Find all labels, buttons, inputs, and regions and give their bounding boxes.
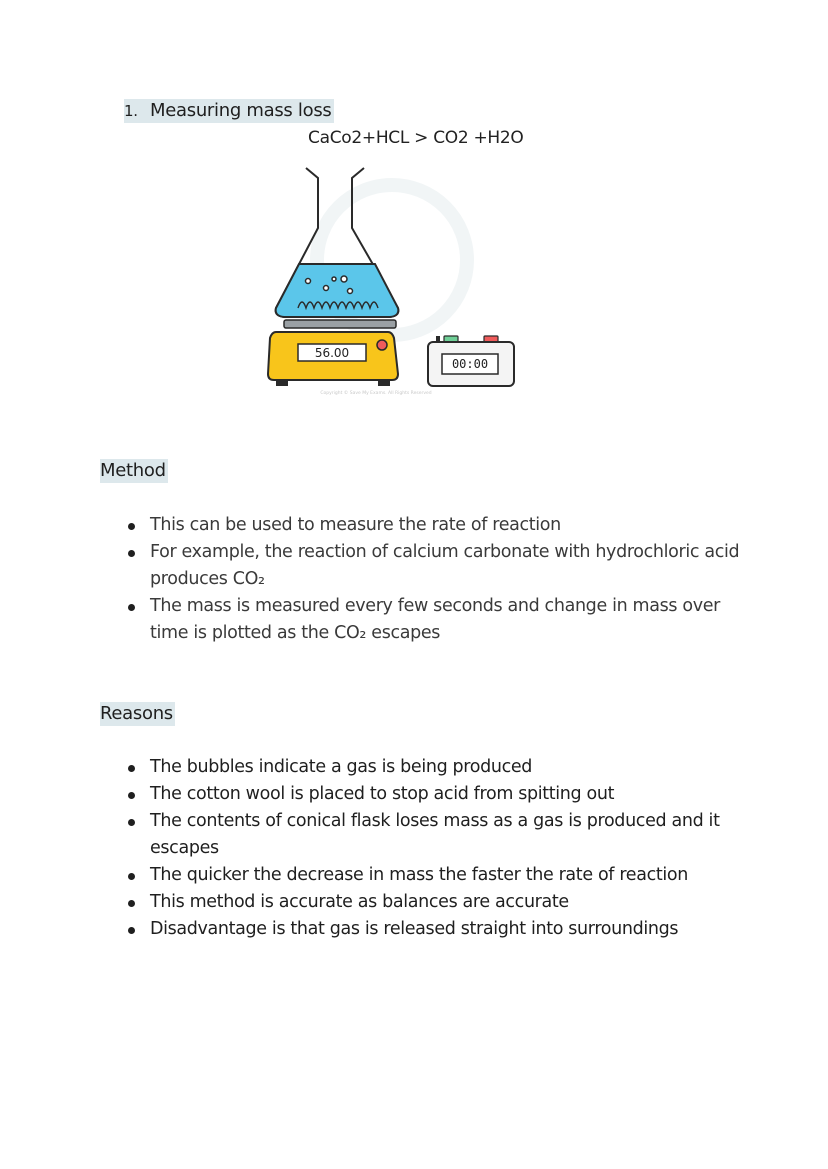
list-item: This can be used to measure the rate of reaction bbox=[124, 512, 744, 539]
acid-liquid bbox=[276, 264, 399, 317]
list-item: The quicker the decrease in mass the faster the rate of reaction bbox=[124, 862, 744, 889]
stopwatch-reading: 00:00 bbox=[451, 357, 489, 371]
copyright-notice: Copyright © Save My Exams. All Rights Reserved bbox=[320, 391, 432, 396]
reasons-title: Reasons bbox=[100, 703, 173, 724]
balance-pan bbox=[284, 320, 396, 328]
balance-foot-right bbox=[378, 380, 390, 386]
list-item: Disadvantage is that gas is released straight into surroundings bbox=[124, 916, 744, 943]
list-item: For example, the reaction of calcium carbonate with hydrochloric acid produces CO₂ bbox=[124, 539, 744, 593]
balance-foot-left bbox=[276, 380, 288, 386]
list-item: The cotton wool is placed to stop acid from spitting out bbox=[124, 781, 744, 808]
mass-loss-apparatus-illustration bbox=[262, 160, 524, 400]
tare-button-icon bbox=[377, 340, 387, 350]
list-number: 1. bbox=[124, 102, 138, 120]
list-item: The contents of conical flask loses mass as a gas is produced and it escapes bbox=[124, 808, 744, 862]
chemical-equation: CaCo2+HCL > CO2 +H2O bbox=[308, 128, 524, 148]
list-item: The bubbles indicate a gas is being produced bbox=[124, 754, 744, 781]
reasons-list bbox=[124, 754, 744, 943]
method-list bbox=[124, 512, 744, 647]
list-item: The mass is measured every few seconds and change in mass over time is plotted as the CO₂ escapes bbox=[124, 593, 744, 647]
balance-reading: 56.00 bbox=[314, 346, 350, 360]
heading-text: Measuring mass loss bbox=[150, 100, 332, 121]
method-title: Method bbox=[100, 460, 166, 481]
list-item: This method is accurate as balances are accurate bbox=[124, 889, 744, 916]
section-heading bbox=[124, 99, 334, 123]
